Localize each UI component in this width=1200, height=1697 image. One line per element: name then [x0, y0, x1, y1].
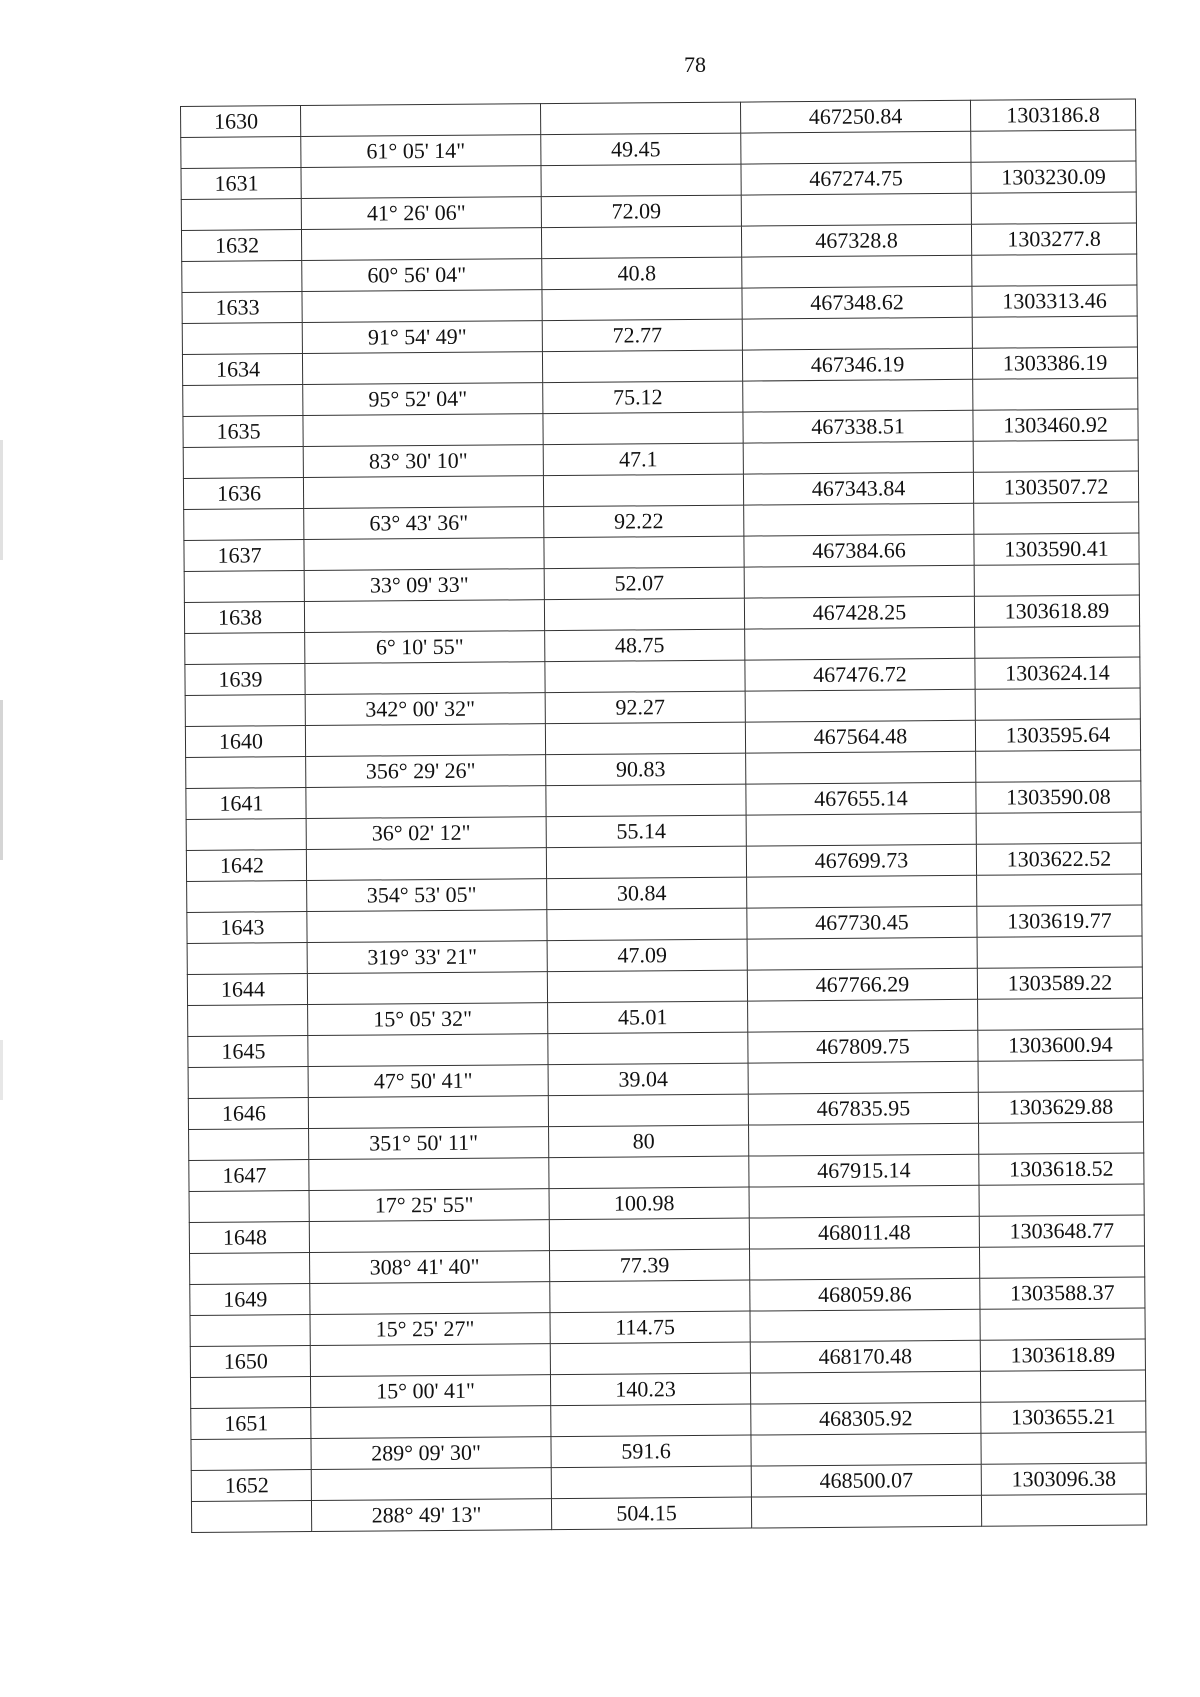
distance: 72.77: [542, 319, 742, 352]
x-coordinate: 467338.51: [743, 410, 973, 443]
distance: 80: [549, 1125, 749, 1158]
empty-cell: [544, 598, 744, 631]
empty-cell: [975, 626, 1140, 658]
empty-cell: [302, 352, 542, 385]
distance: 47.09: [547, 939, 747, 972]
empty-cell: [542, 350, 742, 383]
empty-cell: [972, 316, 1137, 348]
station-id: 1650: [190, 1346, 310, 1378]
x-coordinate: 467348.62: [742, 286, 972, 319]
x-coordinate: 468305.92: [751, 1402, 981, 1435]
empty-cell: [742, 255, 972, 288]
distance: 40.8: [542, 257, 742, 290]
station-id: 1648: [189, 1222, 309, 1254]
empty-cell: [181, 199, 301, 231]
y-coordinate: 1303096.38: [981, 1463, 1146, 1495]
empty-cell: [306, 848, 546, 881]
empty-cell: [971, 192, 1136, 224]
station-id: 1643: [187, 912, 307, 944]
empty-cell: [748, 1061, 978, 1094]
station-id: 1630: [181, 106, 301, 138]
empty-cell: [749, 1185, 979, 1218]
empty-cell: [743, 379, 973, 412]
empty-cell: [972, 254, 1137, 286]
page-number: 78: [684, 52, 706, 77]
empty-cell: [189, 1191, 309, 1223]
x-coordinate: 467730.45: [747, 906, 977, 939]
y-coordinate: 1303648.77: [979, 1215, 1144, 1247]
y-coordinate: 1303313.46: [972, 285, 1137, 317]
empty-cell: [303, 476, 543, 509]
distance: 92.22: [544, 505, 744, 538]
empty-cell: [191, 1501, 311, 1533]
station-id: 1633: [182, 292, 302, 324]
distance: 49.45: [541, 133, 741, 166]
empty-cell: [550, 1280, 750, 1313]
y-coordinate: 1303590.08: [976, 781, 1141, 813]
distance: 140.23: [550, 1373, 750, 1406]
y-coordinate: 1303624.14: [975, 657, 1140, 689]
bearing: 91° 54' 49": [302, 321, 542, 354]
bearing: 289° 09' 30": [311, 1437, 551, 1470]
empty-cell: [302, 290, 542, 323]
distance: 77.39: [550, 1249, 750, 1282]
y-coordinate: 1303507.72: [973, 471, 1138, 503]
x-coordinate: 467766.29: [747, 968, 977, 1001]
empty-cell: [971, 130, 1136, 162]
bearing: 15° 05' 32": [308, 1003, 548, 1036]
empty-cell: [749, 1123, 979, 1156]
y-coordinate: 1303629.88: [978, 1091, 1143, 1123]
x-coordinate: 467655.14: [746, 782, 976, 815]
x-coordinate: 468500.07: [751, 1464, 981, 1497]
empty-cell: [543, 474, 743, 507]
empty-cell: [185, 633, 305, 665]
station-id: 1642: [186, 850, 306, 882]
empty-cell: [309, 1220, 549, 1253]
x-coordinate: 467328.8: [741, 224, 971, 257]
bearing: 95° 52' 04": [303, 383, 543, 416]
empty-cell: [979, 1184, 1144, 1216]
distance: 55.14: [546, 815, 746, 848]
bearing: 319° 33' 21": [307, 941, 547, 974]
empty-cell: [190, 1315, 310, 1347]
bearing: 342° 00' 32": [305, 693, 545, 726]
bearing: 15° 25' 27": [310, 1313, 550, 1346]
empty-cell: [749, 1247, 979, 1280]
empty-cell: [547, 908, 747, 941]
empty-cell: [974, 502, 1139, 534]
x-coordinate: 467564.48: [745, 720, 975, 753]
empty-cell: [976, 812, 1141, 844]
x-coordinate: 467915.14: [749, 1154, 979, 1187]
empty-cell: [311, 1406, 551, 1439]
empty-cell: [187, 943, 307, 975]
survey-coordinates-table: [180, 98, 1147, 1532]
empty-cell: [545, 660, 745, 693]
empty-cell: [188, 1067, 308, 1099]
y-coordinate: 1303618.89: [974, 595, 1139, 627]
empty-cell: [743, 441, 973, 474]
empty-cell: [549, 1218, 749, 1251]
bearing: 83° 30' 10": [303, 445, 543, 478]
empty-cell: [306, 786, 546, 819]
empty-cell: [546, 784, 746, 817]
empty-cell: [980, 1370, 1145, 1402]
station-id: 1634: [182, 354, 302, 386]
station-id: 1636: [183, 478, 303, 510]
bearing: 63° 43' 36": [304, 507, 544, 540]
y-coordinate: 1303589.22: [977, 967, 1142, 999]
x-coordinate: 467384.66: [744, 534, 974, 567]
bearing: 6° 10' 55": [305, 631, 545, 664]
bearing: 288° 49' 13": [311, 1499, 551, 1532]
empty-cell: [307, 972, 547, 1005]
y-coordinate: 1303655.21: [981, 1401, 1146, 1433]
y-coordinate: 1303595.64: [975, 719, 1140, 751]
distance: 48.75: [545, 629, 745, 662]
bearing: 47° 50' 41": [308, 1065, 548, 1098]
empty-cell: [975, 688, 1140, 720]
empty-cell: [304, 600, 544, 633]
y-coordinate: 1303619.77: [977, 905, 1142, 937]
y-coordinate: 1303590.41: [974, 533, 1139, 565]
segment-row: [191, 1494, 1146, 1532]
scan-edge-mark: [0, 700, 3, 860]
empty-cell: [748, 999, 978, 1032]
empty-cell: [186, 757, 306, 789]
distance: 90.83: [546, 753, 746, 786]
empty-cell: [974, 564, 1139, 596]
station-id: 1647: [189, 1160, 309, 1192]
empty-cell: [185, 695, 305, 727]
empty-cell: [184, 571, 304, 603]
empty-cell: [182, 261, 302, 293]
y-coordinate: 1303600.94: [978, 1029, 1143, 1061]
bearing: 351° 50' 11": [309, 1127, 549, 1160]
empty-cell: [187, 881, 307, 913]
bearing: 41° 26' 06": [301, 197, 541, 230]
empty-cell: [548, 1032, 748, 1065]
y-coordinate: 1303622.52: [976, 843, 1141, 875]
station-id: 1641: [186, 788, 306, 820]
empty-cell: [184, 509, 304, 541]
empty-cell: [751, 1433, 981, 1466]
scan-edge-mark: [0, 440, 3, 560]
empty-cell: [183, 447, 303, 479]
station-id: 1640: [185, 726, 305, 758]
empty-cell: [979, 1122, 1144, 1154]
y-coordinate: 1303277.8: [971, 223, 1136, 255]
station-id: 1649: [190, 1284, 310, 1316]
empty-cell: [542, 288, 742, 321]
empty-cell: [741, 131, 971, 164]
empty-cell: [311, 1468, 551, 1501]
empty-cell: [551, 1466, 751, 1499]
scan-edge-mark: [0, 1040, 3, 1100]
empty-cell: [191, 1439, 311, 1471]
x-coordinate: 467699.73: [746, 844, 976, 877]
empty-cell: [981, 1432, 1146, 1464]
empty-cell: [308, 1034, 548, 1067]
empty-cell: [547, 970, 747, 1003]
empty-cell: [747, 875, 977, 908]
empty-cell: [307, 910, 547, 943]
empty-cell: [747, 937, 977, 970]
empty-cell: [976, 750, 1141, 782]
empty-cell: [544, 536, 744, 569]
bearing: 354° 53' 05": [307, 879, 547, 912]
empty-cell: [746, 813, 976, 846]
empty-cell: [981, 1494, 1146, 1526]
x-coordinate: 467250.84: [740, 100, 970, 133]
station-id: 1646: [188, 1098, 308, 1130]
empty-cell: [541, 226, 741, 259]
empty-cell: [189, 1129, 309, 1161]
x-coordinate: 467346.19: [742, 348, 972, 381]
distance: 52.07: [544, 567, 744, 600]
distance: 72.09: [541, 195, 741, 228]
station-id: 1644: [187, 974, 307, 1006]
empty-cell: [304, 538, 544, 571]
empty-cell: [744, 565, 974, 598]
empty-cell: [750, 1309, 980, 1342]
empty-cell: [742, 317, 972, 350]
distance: 114.75: [550, 1311, 750, 1344]
empty-cell: [978, 998, 1143, 1030]
y-coordinate: 1303386.19: [972, 347, 1137, 379]
distance: 30.84: [547, 877, 747, 910]
empty-cell: [305, 662, 545, 695]
bearing: 356° 29' 26": [306, 755, 546, 788]
empty-cell: [746, 751, 976, 784]
empty-cell: [190, 1253, 310, 1285]
empty-cell: [551, 1404, 751, 1437]
x-coordinate: 467809.75: [748, 1030, 978, 1063]
empty-cell: [978, 1060, 1143, 1092]
empty-cell: [186, 819, 306, 851]
empty-cell: [182, 323, 302, 355]
table-body: [181, 99, 1147, 1532]
distance: 75.12: [543, 381, 743, 414]
empty-cell: [548, 1094, 748, 1127]
station-id: 1632: [181, 230, 301, 262]
empty-cell: [744, 503, 974, 536]
station-id: 1637: [184, 540, 304, 572]
bearing: 17° 25' 55": [309, 1189, 549, 1222]
bearing: 61° 05' 14": [301, 135, 541, 168]
empty-cell: [540, 102, 740, 135]
x-coordinate: 467428.25: [744, 596, 974, 629]
station-id: 1635: [183, 416, 303, 448]
empty-cell: [979, 1246, 1144, 1278]
x-coordinate: 467835.95: [748, 1092, 978, 1125]
empty-cell: [309, 1158, 549, 1191]
empty-cell: [973, 378, 1138, 410]
distance: 92.27: [545, 691, 745, 724]
y-coordinate: 1303618.52: [979, 1153, 1144, 1185]
empty-cell: [301, 104, 541, 137]
x-coordinate: 467343.84: [743, 472, 973, 505]
empty-cell: [305, 724, 545, 757]
empty-cell: [310, 1344, 550, 1377]
distance: 591.6: [551, 1435, 751, 1468]
empty-cell: [301, 166, 541, 199]
station-id: 1639: [185, 664, 305, 696]
y-coordinate: 1303588.37: [980, 1277, 1145, 1309]
distance: 45.01: [548, 1001, 748, 1034]
y-coordinate: 1303460.92: [973, 409, 1138, 441]
station-id: 1645: [188, 1036, 308, 1068]
y-coordinate: 1303230.09: [971, 161, 1136, 193]
empty-cell: [741, 193, 971, 226]
empty-cell: [188, 1005, 308, 1037]
station-id: 1652: [191, 1470, 311, 1502]
x-coordinate: 467476.72: [745, 658, 975, 691]
empty-cell: [549, 1156, 749, 1189]
station-id: 1638: [184, 602, 304, 634]
x-coordinate: 468170.48: [750, 1340, 980, 1373]
empty-cell: [190, 1377, 310, 1409]
empty-cell: [545, 722, 745, 755]
bearing: 15° 00' 41": [310, 1375, 550, 1408]
empty-cell: [745, 627, 975, 660]
x-coordinate: 468011.48: [749, 1216, 979, 1249]
y-coordinate: 1303618.89: [980, 1339, 1145, 1371]
distance: 47.1: [543, 443, 743, 476]
empty-cell: [977, 936, 1142, 968]
station-id: 1631: [181, 168, 301, 200]
empty-cell: [751, 1495, 981, 1528]
x-coordinate: 468059.86: [750, 1278, 980, 1311]
empty-cell: [543, 412, 743, 445]
empty-cell: [301, 228, 541, 261]
bearing: 36° 02' 12": [306, 817, 546, 850]
empty-cell: [308, 1096, 548, 1129]
empty-cell: [973, 440, 1138, 472]
distance: 39.04: [548, 1063, 748, 1096]
empty-cell: [550, 1342, 750, 1375]
distance: 504.15: [551, 1497, 751, 1530]
distance: 100.98: [549, 1187, 749, 1220]
empty-cell: [750, 1371, 980, 1404]
empty-cell: [745, 689, 975, 722]
empty-cell: [181, 137, 301, 169]
empty-cell: [183, 385, 303, 417]
bearing: 308° 41' 40": [310, 1251, 550, 1284]
empty-cell: [541, 164, 741, 197]
bearing: 33° 09' 33": [304, 569, 544, 602]
x-coordinate: 467274.75: [741, 162, 971, 195]
empty-cell: [980, 1308, 1145, 1340]
empty-cell: [303, 414, 543, 447]
empty-cell: [977, 874, 1142, 906]
empty-cell: [310, 1282, 550, 1315]
station-id: 1651: [191, 1408, 311, 1440]
y-coordinate: 1303186.8: [970, 99, 1135, 131]
bearing: 60° 56' 04": [302, 259, 542, 292]
empty-cell: [546, 846, 746, 879]
